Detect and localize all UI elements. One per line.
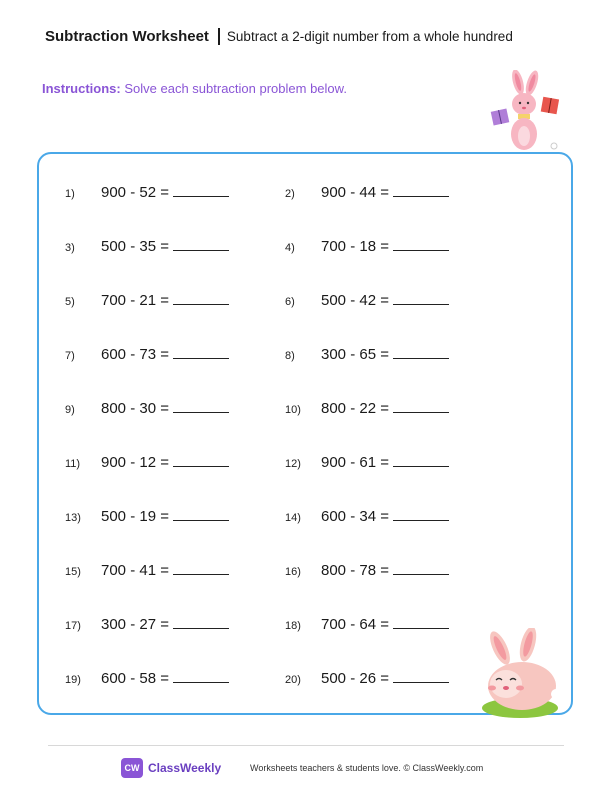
problem-expression: 800 - 30 = — [101, 400, 169, 417]
problem-expression: 700 - 18 = — [321, 238, 389, 255]
problem-item — [285, 238, 449, 255]
answer-blank[interactable] — [173, 465, 229, 467]
instructions — [42, 81, 347, 96]
problem-number: 20) — [285, 674, 301, 686]
problem-item — [65, 670, 229, 687]
problem-number: 8) — [285, 350, 295, 362]
answer-blank[interactable] — [393, 627, 449, 629]
problem-expression: 900 - 12 = — [101, 454, 169, 471]
instructions-text: Solve each subtraction problem below. — [124, 81, 347, 96]
problem-item — [65, 616, 229, 633]
answer-blank[interactable] — [393, 249, 449, 251]
problem-expression: 500 - 26 = — [321, 670, 389, 687]
problem-item — [65, 400, 229, 417]
problem-number: 12) — [285, 458, 301, 470]
problem-expression: 800 - 22 = — [321, 400, 389, 417]
problem-number: 10) — [285, 404, 301, 416]
title-divider — [218, 28, 220, 45]
answer-blank[interactable] — [173, 357, 229, 359]
problem-number: 3) — [65, 242, 75, 254]
problem-number: 14) — [285, 512, 301, 524]
footer-divider — [48, 745, 564, 746]
answer-blank[interactable] — [173, 627, 229, 629]
bunny-with-gifts-icon — [486, 70, 566, 156]
answer-blank[interactable] — [173, 519, 229, 521]
problem-number: 18) — [285, 620, 301, 632]
problem-item — [285, 292, 449, 309]
answer-blank[interactable] — [393, 303, 449, 305]
brand-name: ClassWeekly — [148, 761, 222, 775]
problem-number: 4) — [285, 242, 295, 254]
problem-expression: 700 - 21 = — [101, 292, 169, 309]
problem-item — [285, 400, 449, 417]
problem-number: 17) — [65, 620, 81, 632]
problem-item — [285, 346, 449, 363]
sitting-bunny-icon — [470, 628, 570, 722]
answer-blank[interactable] — [393, 411, 449, 413]
problem-expression: 900 - 44 = — [321, 184, 389, 201]
problem-number: 19) — [65, 674, 81, 686]
answer-blank[interactable] — [393, 681, 449, 683]
problem-number: 15) — [65, 566, 81, 578]
instructions-label: Instructions: — [42, 81, 121, 96]
problem-expression: 600 - 58 = — [101, 670, 169, 687]
problem-number: 13) — [65, 512, 81, 524]
problem-expression: 500 - 42 = — [321, 292, 389, 309]
answer-blank[interactable] — [173, 411, 229, 413]
problem-number: 9) — [65, 404, 75, 416]
problem-expression: 600 - 34 = — [321, 508, 389, 525]
answer-blank[interactable] — [173, 195, 229, 197]
problem-item — [65, 238, 229, 255]
problem-item — [65, 346, 229, 363]
problem-expression: 700 - 64 = — [321, 616, 389, 633]
problem-item — [285, 184, 449, 201]
footer-tagline: Worksheets teachers & students love. © ClassWeekly.com — [250, 763, 484, 773]
problem-number: 16) — [285, 566, 301, 578]
footer — [0, 758, 612, 780]
answer-blank[interactable] — [173, 249, 229, 251]
problem-item — [285, 562, 449, 579]
answer-blank[interactable] — [173, 681, 229, 683]
problem-expression: 300 - 65 = — [321, 346, 389, 363]
answer-blank[interactable] — [393, 195, 449, 197]
answer-blank[interactable] — [173, 303, 229, 305]
problem-item — [285, 508, 449, 525]
problem-item — [65, 508, 229, 525]
answer-blank[interactable] — [393, 519, 449, 521]
answer-blank[interactable] — [393, 357, 449, 359]
problem-number: 11) — [65, 458, 81, 470]
problem-expression: 500 - 35 = — [101, 238, 169, 255]
problem-expression: 600 - 73 = — [101, 346, 169, 363]
worksheet-title: Subtraction Worksheet — [45, 28, 209, 45]
problem-number: 7) — [65, 350, 75, 362]
problem-item — [65, 292, 229, 309]
problem-item — [285, 454, 449, 471]
problem-item — [65, 184, 229, 201]
problem-expression: 900 - 61 = — [321, 454, 389, 471]
problem-expression: 900 - 52 = — [101, 184, 169, 201]
problem-item — [65, 454, 229, 471]
answer-blank[interactable] — [393, 573, 449, 575]
problem-item — [285, 616, 449, 633]
worksheet-subtitle: Subtract a 2-digit number from a whole hundred — [226, 29, 513, 44]
problem-number: 5) — [65, 296, 75, 308]
problem-item — [285, 670, 449, 687]
answer-blank[interactable] — [393, 465, 449, 467]
problem-expression: 500 - 19 = — [101, 508, 169, 525]
worksheet-header — [45, 28, 513, 45]
problem-expression: 300 - 27 = — [101, 616, 169, 633]
problem-number: 1) — [65, 188, 75, 200]
problem-item — [65, 562, 229, 579]
problem-expression: 700 - 41 = — [101, 562, 169, 579]
classweekly-logo: CW — [121, 758, 143, 778]
problem-number: 2) — [285, 188, 295, 200]
answer-blank[interactable] — [173, 573, 229, 575]
problem-expression: 800 - 78 = — [321, 562, 389, 579]
problem-number: 6) — [285, 296, 295, 308]
